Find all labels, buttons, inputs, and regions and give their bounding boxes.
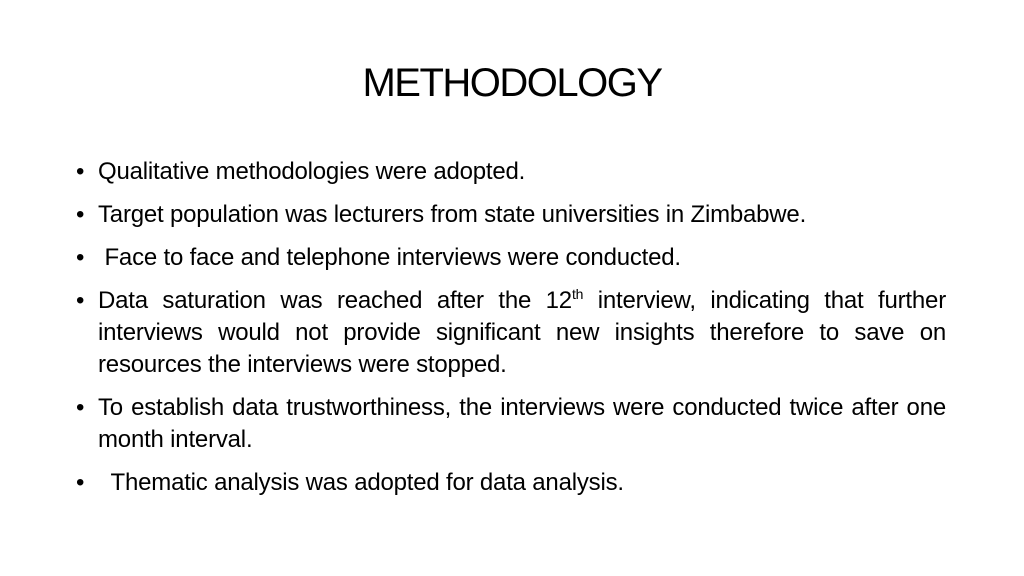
bullet-list xyxy=(76,156,946,510)
bullet-icon: • xyxy=(76,287,85,314)
bullet-icon: • xyxy=(76,394,85,421)
bullet-text-after: interview, indicating that further interviews would not provide significant new insights therefore to save on resources the interviews were stopped. xyxy=(98,287,946,378)
bullet-item-data-saturation xyxy=(76,285,946,381)
bullet-leading-space xyxy=(98,469,111,496)
bullet-text-before: Data saturation was reached after the 12 xyxy=(98,287,572,314)
bullet-item-target-population xyxy=(76,199,946,231)
bullet-icon: • xyxy=(76,469,85,496)
bullet-text: Target population was lecturers from state universities in Zimbabwe. xyxy=(98,201,807,228)
bullet-text: Qualitative methodologies were adopted. xyxy=(98,158,526,185)
bullet-item-thematic-analysis xyxy=(76,467,946,499)
bullet-icon: • xyxy=(76,244,85,271)
slide-title: METHODOLOGY xyxy=(362,61,662,105)
bullet-item-trustworthiness xyxy=(76,392,946,456)
bullet-text: Face to face and telephone interviews were conducted. xyxy=(104,244,681,271)
bullet-icon: • xyxy=(76,158,85,185)
bullet-item-qualitative xyxy=(76,156,946,188)
bullet-text: Thematic analysis was adopted for data analysis. xyxy=(110,469,624,496)
ordinal-superscript: th xyxy=(571,286,584,302)
bullet-text: To establish data trustworthiness, the interviews were conducted twice after one month interval. xyxy=(98,394,946,453)
bullet-icon: • xyxy=(76,201,85,228)
bullet-item-interviews xyxy=(76,242,946,274)
